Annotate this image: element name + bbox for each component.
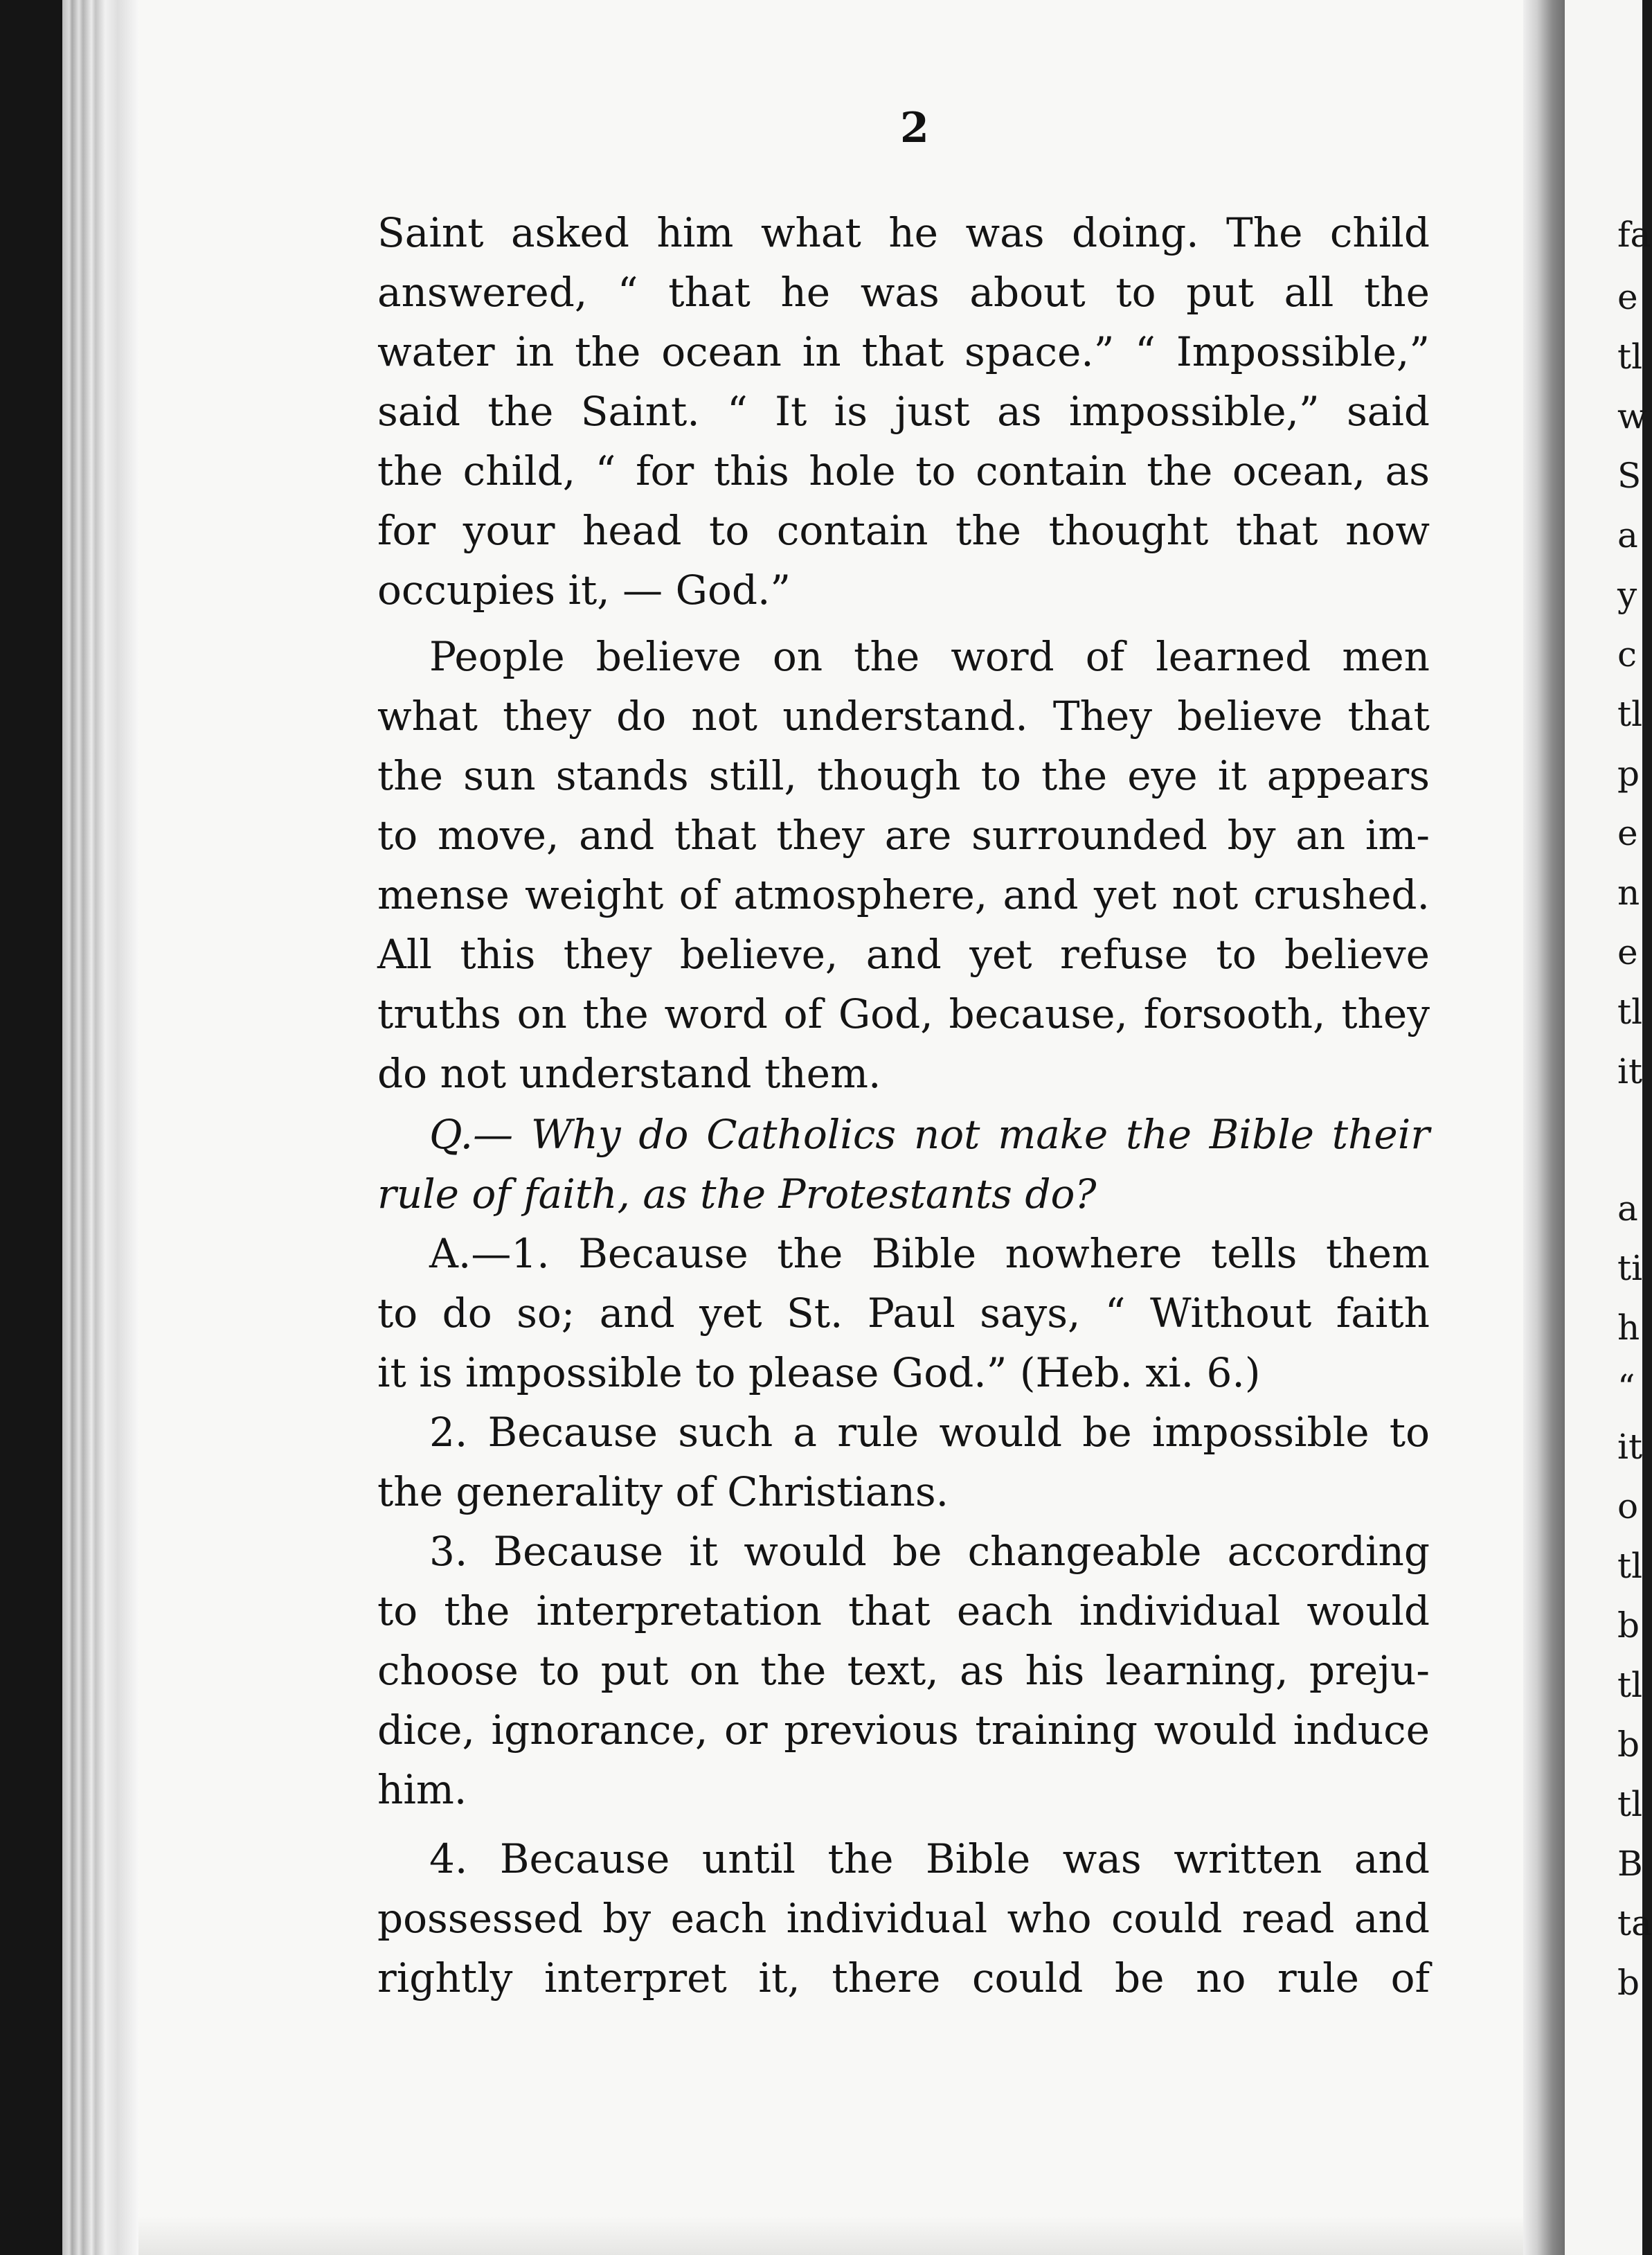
page-bottom-shadow	[138, 2216, 1523, 2255]
answer-line: 4. Because until the Bible was written and	[429, 1835, 1430, 1882]
next-page-fragment: w	[1617, 396, 1647, 436]
text-line: do not understand them.	[377, 1050, 881, 1097]
text-line: mense weight of atmosphere, and yet not crushed.	[377, 871, 1430, 918]
text-line: for your head to contain the thought that now	[377, 507, 1430, 554]
next-page-fragment: tl	[1617, 1665, 1643, 1705]
text-line: what they do not understand. They believe that	[377, 693, 1430, 740]
text-line: answered, “ that he was about to put all the	[377, 269, 1430, 316]
next-page-fragment: e	[1617, 932, 1638, 972]
scan-background	[0, 0, 62, 2255]
next-page-fragment: n	[1617, 873, 1640, 913]
next-page-fragment: ti	[1617, 1248, 1643, 1288]
page-edges	[62, 0, 138, 2255]
answer-line: A.—1. Because the Bible nowhere tells them	[429, 1230, 1430, 1277]
next-page-fragment: c	[1617, 634, 1637, 675]
text-line: the sun stands still, though to the eye it appears	[377, 752, 1430, 799]
next-page-fragment: e	[1617, 813, 1638, 853]
next-page-fragment: b	[1617, 1963, 1640, 2003]
next-page-fragment: p	[1617, 754, 1640, 794]
text-line: Saint asked him what he was doing. The child	[377, 209, 1430, 256]
next-page-fragment: a	[1617, 515, 1638, 555]
answer-line: choose to put on the text, as his learning, preju-	[377, 1647, 1430, 1694]
answer-line: the generality of Christians.	[377, 1468, 949, 1515]
answer-line: 2. Because such a rule would be impossible to	[429, 1409, 1430, 1456]
next-page-fragment: tl	[1617, 1546, 1643, 1586]
answer-line: 3. Because it would be changeable according	[429, 1528, 1430, 1575]
text-line: to move, and that they are surrounded by an im-	[377, 812, 1430, 859]
next-page-fragment: fa	[1617, 215, 1651, 255]
next-page-fragment: h	[1617, 1308, 1640, 1348]
answer-line: dice, ignorance, or previous training would induce	[377, 1706, 1430, 1754]
next-page-fragment: tl	[1617, 992, 1643, 1032]
next-page-fragment: a	[1617, 1188, 1638, 1229]
question-line: Q.— Why do Catholics not make the Bible their	[429, 1111, 1430, 1158]
text-line: truths on the word of God, because, forsooth, they	[377, 990, 1430, 1037]
text-line: People believe on the word of learned men	[429, 633, 1430, 680]
question-line: rule of faith, as the Protestants do?	[377, 1170, 1097, 1218]
next-page-fragment: y	[1617, 575, 1637, 615]
next-page-fragment: B	[1617, 1844, 1643, 1884]
page-number: 2	[900, 104, 929, 152]
next-page-fragment: o	[1617, 1486, 1639, 1526]
next-page-fragment: ta	[1617, 1903, 1652, 1943]
text-line: All this they believe, and yet refuse to believe	[377, 931, 1430, 978]
next-page-fragment: it	[1617, 1427, 1643, 1467]
answer-line: it is impossible to please God.” (Heb. xi. 6.)	[377, 1349, 1261, 1396]
next-page-fragment: e	[1617, 277, 1638, 317]
next-page-fragment: “	[1617, 1367, 1635, 1407]
next-page-fragment: tl	[1617, 337, 1643, 377]
text-line: said the Saint. “ It is just as impossible,” said	[377, 388, 1430, 435]
next-page-fragment: tl	[1617, 694, 1643, 734]
answer-line: rightly interpret it, there could be no rule of	[377, 1954, 1430, 2002]
next-page-edge	[1565, 0, 1652, 2255]
text-line: occupies it, — God.”	[377, 567, 791, 614]
answer-line: to the interpretation that each individual would	[377, 1587, 1430, 1634]
next-page-fragment: b	[1617, 1724, 1640, 1765]
text-line: the child, “ for this hole to contain the ocean, as	[377, 447, 1430, 494]
answer-line: him.	[377, 1766, 467, 1813]
text-line: water in the ocean in that space.” “ Impossible,”	[377, 328, 1430, 375]
next-page-fragment: b	[1617, 1605, 1640, 1646]
next-page-fragment: it	[1617, 1051, 1643, 1091]
next-page-fragment: S	[1617, 456, 1642, 496]
answer-line: possessed by each individual who could read and	[377, 1895, 1430, 1942]
answer-line: to do so; and yet St. Paul says, “ Without faith	[377, 1290, 1430, 1337]
book-gutter	[1523, 0, 1565, 2255]
next-page-fragment: tl	[1617, 1784, 1643, 1824]
